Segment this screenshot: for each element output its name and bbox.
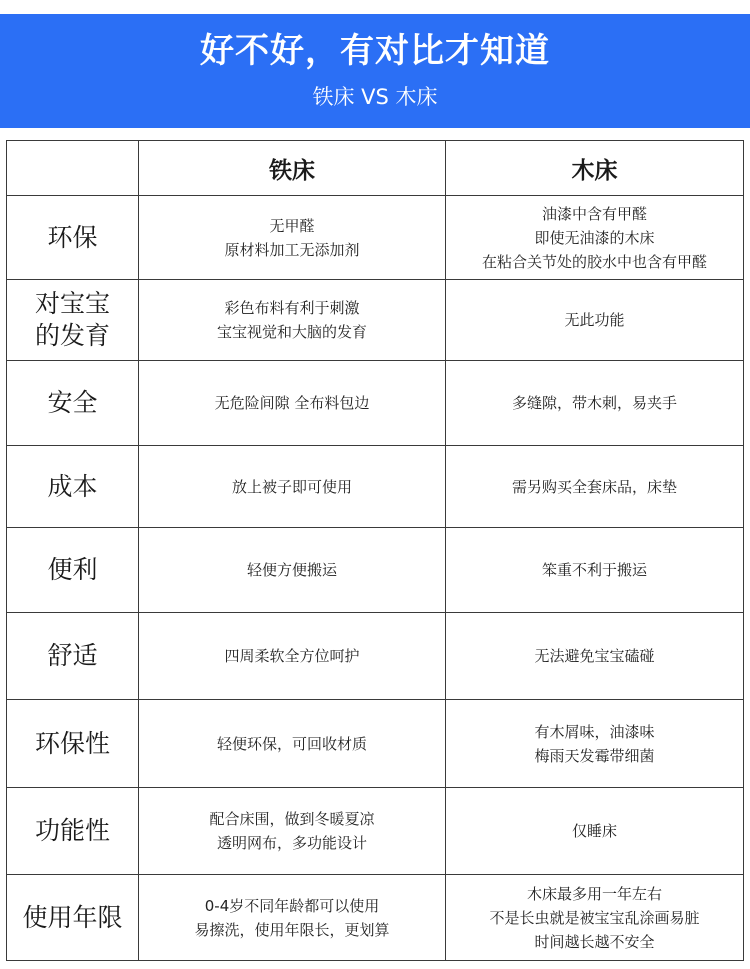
iron-bed-cell-line: 原材料加工无添加剂 [224, 240, 360, 259]
wood-bed-cell [446, 613, 744, 700]
iron-bed-cell-line: 无危险间隙 全布料包边 [214, 394, 370, 412]
row-label-line: 安全 [47, 388, 98, 417]
wood-bed-cell-line: 无此功能 [564, 311, 625, 329]
iron-bed-cell [139, 528, 446, 613]
wood-bed-cell-line: 无法避免宝宝磕碰 [534, 647, 655, 665]
column-header-iron-bed: 铁床 [139, 141, 446, 196]
iron-bed-cell-line: 四周柔软全方位呵护 [224, 647, 360, 665]
table-row [7, 613, 744, 700]
wood-bed-cell [446, 361, 744, 446]
table-row [7, 361, 744, 446]
wood-bed-cell [446, 528, 744, 613]
wood-bed-cell-line: 时间越长越不安全 [534, 932, 655, 951]
wood-bed-cell-line: 笨重不利于搬运 [541, 561, 647, 579]
wood-bed-cell-line: 需另购买全套床品，床垫 [511, 477, 677, 496]
row-label-line: 环保性 [34, 728, 110, 758]
iron-bed-cell [139, 361, 446, 446]
column-header-wood-bed: 木床 [446, 141, 744, 196]
iron-bed-cell [139, 788, 446, 875]
row-label-line: 的发育 [34, 321, 110, 350]
row-label [7, 528, 139, 613]
wood-bed-cell-line: 仅睡床 [571, 822, 617, 840]
iron-bed-cell-line: 透明网布，多功能设计 [216, 834, 367, 852]
iron-bed-cell [139, 280, 446, 361]
row-label-line: 便利 [47, 555, 98, 584]
iron-bed-cell-line: 0-4岁不同年龄都可以使用 [204, 896, 380, 915]
wood-bed-cell-line: 不是长虫就是被宝宝乱涂画易脏 [489, 908, 700, 927]
iron-bed-cell-line: 轻便方便搬运 [246, 561, 337, 579]
row-label-line: 舒适 [47, 641, 98, 670]
page-title: 好不好，有对比才知道 [200, 31, 550, 71]
iron-bed-cell-line: 宝宝视觉和大脑的发育 [216, 323, 367, 341]
iron-bed-cell-line: 配合床围，做到冬暖夏凉 [209, 810, 375, 828]
wood-bed-cell-line: 油漆中含有甲醛 [541, 204, 647, 223]
page-subtitle: 铁床 VS 木床 [312, 85, 438, 109]
iron-bed-cell [139, 875, 446, 961]
table-row [7, 875, 744, 961]
corner-cell [7, 141, 139, 196]
wood-bed-cell-line: 即使无油漆的木床 [534, 228, 655, 247]
row-label-line: 环保 [47, 222, 98, 252]
row-label-line: 使用年限 [22, 902, 123, 932]
row-label [7, 875, 139, 961]
row-label [7, 446, 139, 528]
row-label [7, 700, 139, 788]
table-row [7, 196, 744, 280]
iron-bed-cell [139, 700, 446, 788]
iron-bed-cell-line: 轻便环保，可回收材质 [216, 734, 367, 753]
wood-bed-cell-line: 梅雨天发霉带细菌 [534, 746, 655, 765]
wood-bed-cell [446, 446, 744, 528]
wood-bed-cell [446, 196, 744, 280]
row-label-line: 成本 [47, 471, 98, 501]
iron-bed-cell [139, 446, 446, 528]
wood-bed-cell [446, 280, 744, 361]
wood-bed-cell-line: 多缝隙，带木刺，易夹手 [511, 394, 677, 412]
header-banner [0, 14, 750, 128]
row-label-line: 功能性 [34, 816, 110, 845]
wood-bed-cell [446, 788, 744, 875]
table-row [7, 700, 744, 788]
iron-bed-cell [139, 613, 446, 700]
row-label [7, 280, 139, 361]
iron-bed-cell-line: 无甲醛 [269, 216, 315, 235]
table-header-row [7, 141, 744, 196]
iron-bed-cell-line: 易擦洗，使用年限长，更划算 [194, 920, 390, 939]
row-label [7, 361, 139, 446]
row-label [7, 613, 139, 700]
wood-bed-cell-line: 有木屑味，油漆味 [534, 722, 655, 741]
wood-bed-cell [446, 875, 744, 961]
table-row [7, 446, 744, 528]
table-row [7, 528, 744, 613]
row-label-line: 对宝宝 [34, 289, 110, 318]
table-row [7, 788, 744, 875]
row-label [7, 196, 139, 280]
table-row [7, 280, 744, 361]
wood-bed-cell [446, 700, 744, 788]
iron-bed-cell-line: 彩色布料有利于刺激 [224, 299, 360, 317]
wood-bed-cell-line: 木床最多用一年左右 [526, 884, 662, 903]
iron-bed-cell-line: 放上被子即可使用 [231, 477, 352, 496]
wood-bed-cell-line: 在粘合关节处的胶水中也含有甲醛 [481, 252, 707, 271]
comparison-table [6, 140, 744, 961]
row-label [7, 788, 139, 875]
iron-bed-cell [139, 196, 446, 280]
